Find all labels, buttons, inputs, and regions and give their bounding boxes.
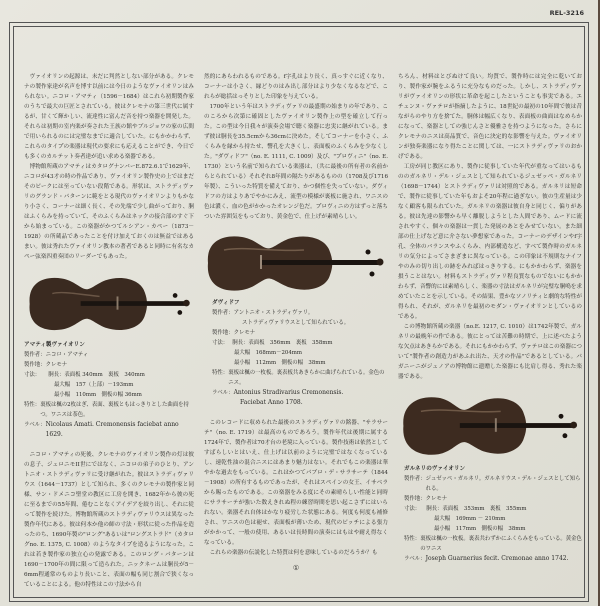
paragraph: 1700年という年はストラディヴァリの最盛期の始まりの年であり、このころから次第に確固としたヴァイオリン製作上の型を確立して行った。この型は今日我々が演奏会場で聴く楽器に忠実に継がれている。まず彼は胴長を35.5cmから36cmに決めた。そしてコーナーを小さく、ふくらみを縁から持たせ、響孔を大きくし、表面板のふくらみを少なくした。"ダヴィドフ"（no. E. 1111, C. 1009）及び、"プロヴィニ"（no. E. 1730）という名前で知られている楽器は、（共に最後の所有者の名前からとられている）それぞれ8年間の隔たりがあるものの（1708及び1716年製）、こういった特質を備えており、かつ個性を失っていない。ダヴィドフの方はよりあでやかにみえ、流型の模様が裏板に施され、ワニスの色は濃く、血の色がかかったオレンジ色だ。プロヴィニの方はずっと落ちついた雰囲気をもっており、黄金色で、仕上げが素晴らしい。 <box>204 104 388 220</box>
maker-label: 製作者： <box>24 352 46 358</box>
right-column-text <box>398 72 582 382</box>
label-label: ラベル： <box>404 556 426 562</box>
maker-value: アントニオ・ストラディヴァリ。 <box>233 310 314 316</box>
right-column <box>398 72 582 590</box>
features-label: 特性： <box>404 536 421 542</box>
left-column-stradivari-text <box>24 450 194 590</box>
davidoff-caption <box>204 298 388 408</box>
dimension-length: 胴長：表面板 356mm 裏板 358mm <box>232 340 333 346</box>
dimension-max-width: 最大幅 157（上部）－193mm <box>54 382 134 388</box>
features-label: 特性： <box>212 370 229 376</box>
dimension-min-width: 最小幅 110mm 側板の幅 36mm <box>54 392 142 398</box>
caption-title: アマティ製ヴァイオリン <box>24 342 85 348</box>
paragraph: 工房が同じ教区にあり、製作に従事していた年代が重なってはいるもののガルネリ・デル・ジェスとして知られているジュゼッペ・ガルネリ（1698－1744）とストラディヴァリは対照的である。ガルネリは短命で、製作に従事していた年もおよそ20年程に過ぎない。彼の生産量は少なく顧客も限られていた。ガルネリの楽器は彼自身と同じく、偏りがある。彼は先達の影響から早く離脱しようとした人間であり、ムードに流されやすく、個々の楽器は一貫した発展のあとをみせていない。また細部の仕上げなど意に介さない夢想家であった。コーナーのデザインやf字孔、全体のバランスやふくらみ、内部構造など、すべて製作時のガルネリの気分によってさまざまに異なっている。この印象は不規則なナイフやのみの切り出しの跡をみればはっきりする。にもかかわらず、楽器を損うことはない。材料もストラディヴァリ程良質なものでないにもかかわらず、音響的には素晴らしく、楽器の寸法はガルネリが完璧な胴鳴を求めていたことを示している。その結果、豊かなソノリティと劇的な特性が得られ、それが、ガルネリを最初のモダン・ヴァイオリンとしているのである。 <box>398 164 582 320</box>
left-column-intro <box>24 72 194 262</box>
dimension-length: 胴長：表面板 353mm 裏板 355mm <box>426 506 527 512</box>
features-value: 裏板は楓の一枚板。裏表板共あきらかに曲げられている。金色のニス。 <box>228 370 385 386</box>
dimension-max-width: 最大幅 169mm － 210mm <box>434 516 506 522</box>
paragraph: ちろん、材料はとびぬけて良い。均質で、製作時には完全に乾いており、製作家が腕をふるうに充分なものだった。しかし、ストラディヴァリがヴァイオリンの形状に革命を起こしたということも事実である。エチェンヌ・ヴァテロが指摘したように、18世紀の最初の10年間で彼は昔ながらのやり方を捨てた。胴体は幅広くなり、表面板の曲面はなめらかになって、楽器としての強じんさと優雅さを持つようになった。さらにクレモナのニスは高品質で、音色に決定的な影響を与えた。ヴァイオリンが独奏楽器になり得たことに関しては、一にストラディヴァリのおかげである。 <box>398 74 582 160</box>
features-label: 特性： <box>24 402 41 408</box>
dimensions-label: 寸法： <box>404 506 421 512</box>
maker-label: 製作者： <box>404 476 426 482</box>
label-value: Antonius Stradivarius Cremonensis. <box>233 389 344 396</box>
maker-value: ニコロ・アマティ <box>45 352 89 358</box>
place-value: クレモナ <box>425 496 448 502</box>
page-number: ① <box>292 564 300 572</box>
paragraph: 然的にあらわれるものである。f字孔はより長く、真っすぐに近くなり、コーナーは小さく、縁どりのはみ出し部分はより少なくなるなどで、これらが総括はっそりとした印象を与えている。 <box>204 74 388 100</box>
maker-label: 製作者： <box>212 310 234 316</box>
dimensions-label: 寸法： <box>212 340 229 346</box>
catalog-number: REL-3216 <box>549 9 584 17</box>
davidoff-violin-photo <box>204 230 386 296</box>
paragraph: ヴァイオリンの起源は、未だに判然としない部分がある。クレモナの製作家達が名声を博す以前には今日のようなヴァイオリンはみられない。ニコロ・アマティ（1596－1684）はこれら初期製作家のうちで最大の巨匠とされている。彼はクレモナの第三世代に属するが、甘くて輝かしい、流達性に富んだ音を持つ楽器を開発した。それらは初期の室内楽が奏された王族の館やブルジョワの家の広間で用いられるのには完璧なまでに適合していた。にもかかわらず、これらのタイプの楽器は現代の要求にも応えることができ、今日でも多くのカルテット奏者達が追い求める楽器である。 <box>24 74 194 160</box>
paragraph: 博物館所蔵のアマティはカタログナンバーE.872.6.1で1629年、ニコロが43才の時の作品であり、ヴァイオリン製作史の上ではまだそのピークには至っていない段階である。形状は、ストラディヴァリのグランド・パターンに範をとる現代のヴァイオリンよりもかなり小さく、コーナーは細く長く、その先端で少し曲がっており、胴はふくらみを持っていて、そのふくらみはネックの接合部のすぐ下から始まっている。この楽器がかつてルシアン・カペー（1873－1928）の所蔵品であったことを付け加えておくのは無益ではあるまい。彼は秀れたヴァイオリン教本の著者であると同時に有名なカペー弦楽四重奏団のリーダーでもあった。 <box>24 164 194 260</box>
middle-column <box>204 72 388 590</box>
caption-title: ダヴィドフ <box>212 300 240 306</box>
dimension-min-width: 最小幅 117mm 側板の幅 38mm <box>434 526 526 532</box>
left-column <box>24 72 194 590</box>
caption-title: ガルネリのヴァイオリン <box>404 466 466 472</box>
place-label: 製作地： <box>404 496 426 502</box>
place-label: 製作地： <box>212 330 234 336</box>
label-label: ラベル： <box>212 390 234 396</box>
label-label: ラベル： <box>24 422 46 428</box>
middle-column-text <box>204 72 388 222</box>
dimension-length: 胴長：表面板 340mm 裏板 340mm <box>48 372 145 378</box>
paragraph: これらの楽器の伝説化した特質は何を意味しているのだろうか？も <box>209 550 378 556</box>
paragraph: ニコロ・アマティの死後、クレモナのヴァイオリン製作の灯は彼の息子、ジェロニモII世にではなく、ニコロの弟子のひとり、アントニオ・ストラディヴァリに受け継がれた。彼はストラディヴァリウス（1644－1737）として知られ、多くのクレモナの製作家と同様、サン・ドメニコ聖堂の教区に工房を開き、1682年から彼の死に至るまでの55年間、倦むことなくアイデアを絞り出し、それに従って製作を続けた。博物館所蔵のストラディヴァリウスは異なった製作年代にある。彼は何本か他の師の寸法・形状に従った作品を造ったのち、1690年製の"ロング"あるいは"ロングストラド"（カタログno. E. 1375, C. 1008）のようなタイプを造るようになった。これは若き製作家の独立心の発露である。このロング・パターンは1690－1700年の間に限って造られた。ニックネームは胴長が5－6mm程通常のものより長いこと、表面の幅も同じ割合で狭くなっていることによる。他の特性はこの寸法から自 <box>24 452 194 588</box>
place-value: クレモナ <box>233 330 256 336</box>
middle-column-sarasate-text <box>204 418 388 558</box>
maker-value: ジュゼッペ・ガルネリ。ガルネリウス・デル・ジェスとして知られる。 <box>425 476 581 492</box>
dimensions-label: 寸法： <box>24 372 41 378</box>
features-value: 裏板は楓の一枚板。裏表共わずかにふくらみをもっている。黄金色のワニス <box>420 536 582 552</box>
dimension-max-width: 最大幅 168mm－204mm <box>234 350 302 356</box>
guarneri-violin-photo <box>398 390 582 462</box>
place-label: 製作地： <box>24 362 46 368</box>
paragraph: このレコードに収められた最後のストラディヴァリの銘器、"サラサーテ"（no. E. 1719）は最高のものであろう。製作年代は後期に属する1724年で、製作者は70才台の老境に入っている。製作技術は依然としてすばらしいとはいえ、仕上げは以前のように完璧ではなくなっているし、速乾性油の混合ニスにはあまり魅力はない。それでもこの楽器は華やかな過去をもっている。これはかつてパブロ・デ・サラサーテ（1844－1908）の所有するものであったが、それはスペインの女王、イサベラから賜ったものである。この楽器をみる度にその素晴らしい性能と同時にサラサーテが強いた数えきれぬ程の練習時間を思い起こさずにはいられない。楽器それ自体はかなり疲労した状態にある。何度も何度も補修され、ワニスの色は褪せ、表面板が薄いため、現代のピッチによる張力がかかって、一般の使用、あるいは長時間の演奏にはもはや耐え得なくなっている。 <box>204 420 388 546</box>
maker-note: ストラディヴァリウスとして知られている。 <box>242 320 350 326</box>
dimension-min-width: 最小幅 112mm 側板の幅 38mm <box>234 360 326 366</box>
guarneri-caption <box>398 464 582 564</box>
amati-violin-photo <box>24 270 194 338</box>
features-value: 裏板は楓の2枚はぎ、表面、裏板ともはっきりとした曲面を持つ。ワニスは茶色。 <box>40 402 189 418</box>
label-value: Joseph Guarnerius fecit. Cremonae anno 1742. <box>425 555 569 562</box>
place-value: クレモナ <box>45 362 68 368</box>
amati-caption <box>24 340 194 440</box>
label-value: Nicolaus Amati. Cremonensis faciebat anno 1629. <box>45 421 179 438</box>
label-value-line2: Faciebat Anno 1708. <box>240 399 303 406</box>
paragraph: この博物館所蔵の楽器（no.E. 1217, C. 1010）は1742年製で、ガルネリの最晩年の作である。彼にとっては苦難の時期で、上に述べたような欠点はあきらかである。それにもかかわらず、ヴァテロはこの楽器について"製作者の創造力があふれ出た、天才の作品"であるとしている。パガニーニがジェノアの博物館に遺贈した楽器にも比肩し得る、秀れた楽器である。 <box>398 324 582 380</box>
